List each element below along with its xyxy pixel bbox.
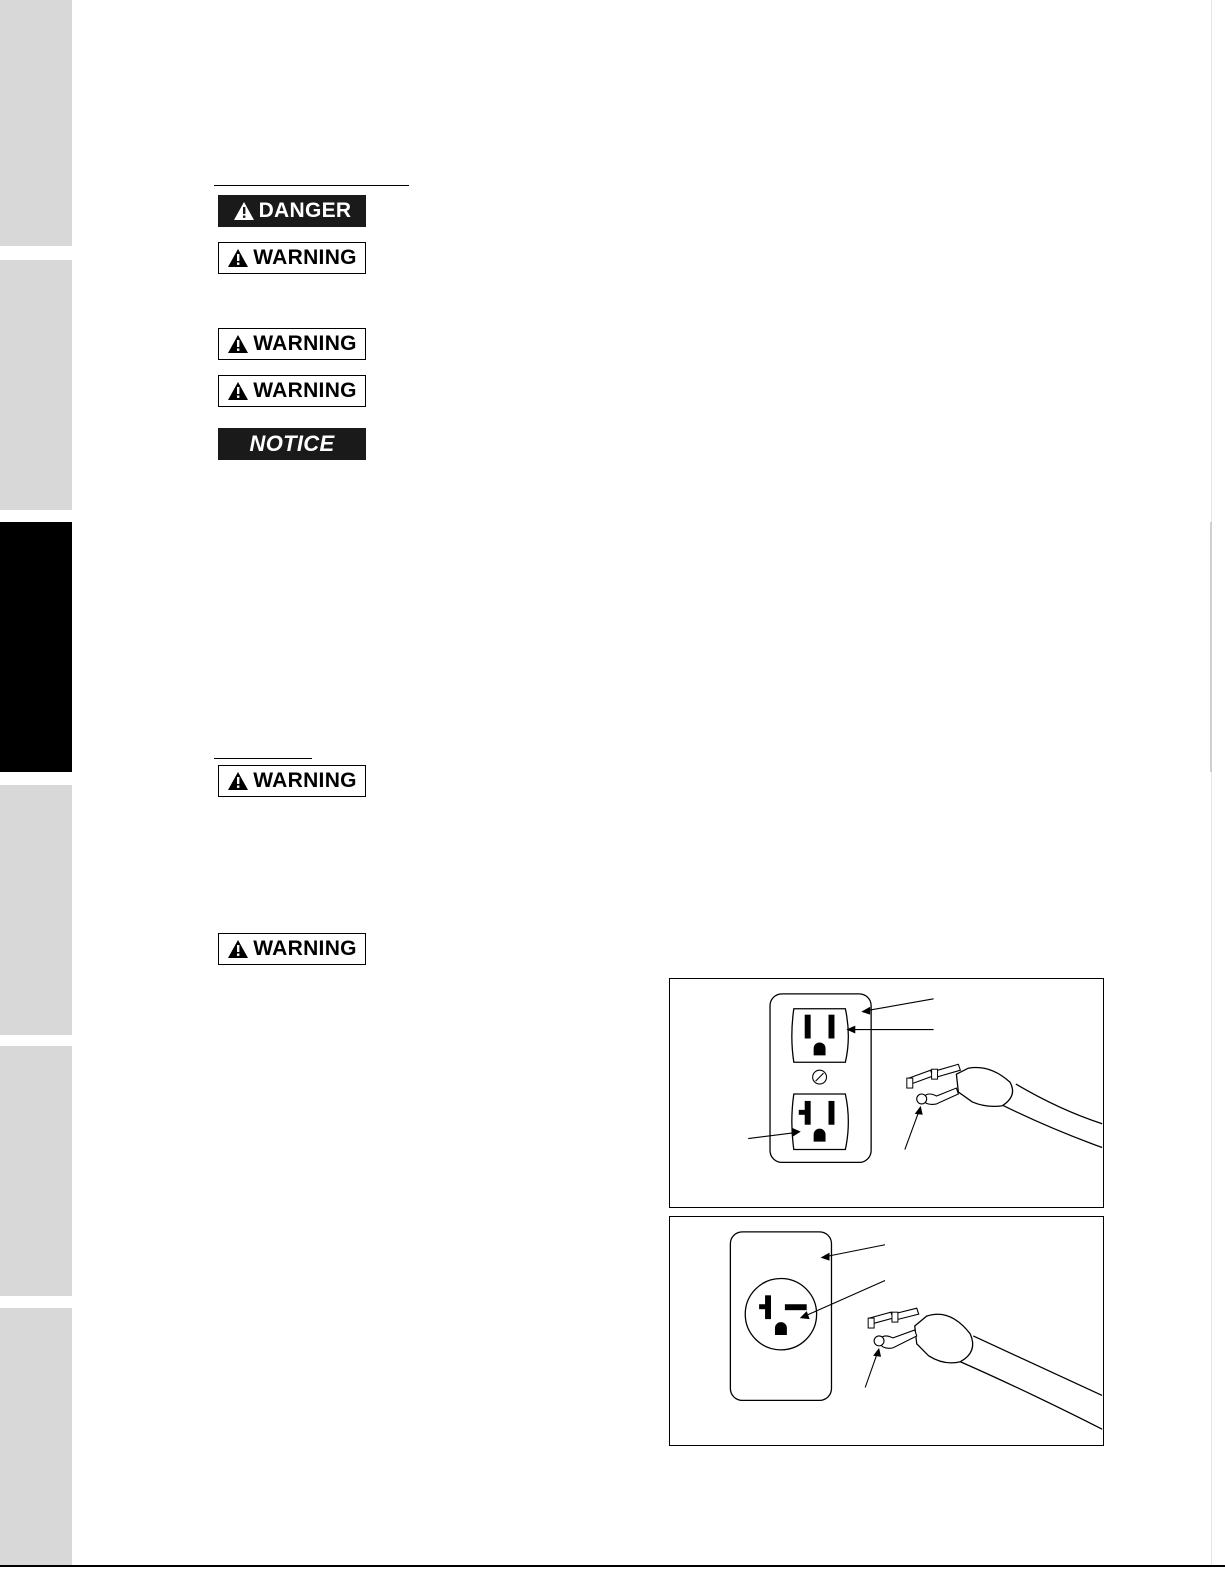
warning-label-3	[218, 375, 366, 407]
warning-text: WARNING	[253, 332, 357, 355]
figure-grounded-outlet-240v	[669, 1216, 1104, 1446]
warning-label-1	[218, 242, 366, 274]
side-tab-4	[0, 785, 72, 1035]
warning-triangle-icon	[227, 334, 249, 354]
notice-text: NOTICE	[249, 431, 335, 456]
side-tab-3-active	[0, 522, 72, 772]
warning-triangle-icon	[227, 381, 249, 401]
warning-triangle-icon	[233, 201, 255, 221]
right-edge-tick	[1210, 522, 1212, 772]
page-bottom-rule	[0, 1565, 1225, 1567]
side-tab-1	[0, 0, 72, 246]
outlet-240v-illustration	[670, 1217, 1103, 1445]
side-tab-6	[0, 1308, 72, 1565]
side-tab-2	[0, 260, 72, 510]
right-edge-rule	[1211, 0, 1212, 1565]
warning-text: WARNING	[253, 379, 357, 402]
warning-triangle-icon	[227, 771, 249, 791]
warning-label-2	[218, 328, 366, 360]
warning-label-4	[218, 765, 366, 797]
outlet-120v-illustration	[670, 979, 1103, 1207]
section-rule-top	[214, 185, 409, 186]
warning-triangle-icon	[227, 248, 249, 268]
danger-label	[218, 195, 366, 227]
section-rule-middle	[214, 758, 312, 759]
notice-label	[218, 428, 366, 460]
warning-triangle-icon	[227, 939, 249, 959]
side-tab-5	[0, 1046, 72, 1296]
figure-grounded-outlet-120v	[669, 978, 1104, 1208]
danger-text: DANGER	[258, 199, 352, 222]
warning-label-5	[218, 933, 366, 965]
warning-text: WARNING	[253, 937, 357, 960]
warning-text: WARNING	[253, 246, 357, 269]
warning-text: WARNING	[253, 769, 357, 792]
